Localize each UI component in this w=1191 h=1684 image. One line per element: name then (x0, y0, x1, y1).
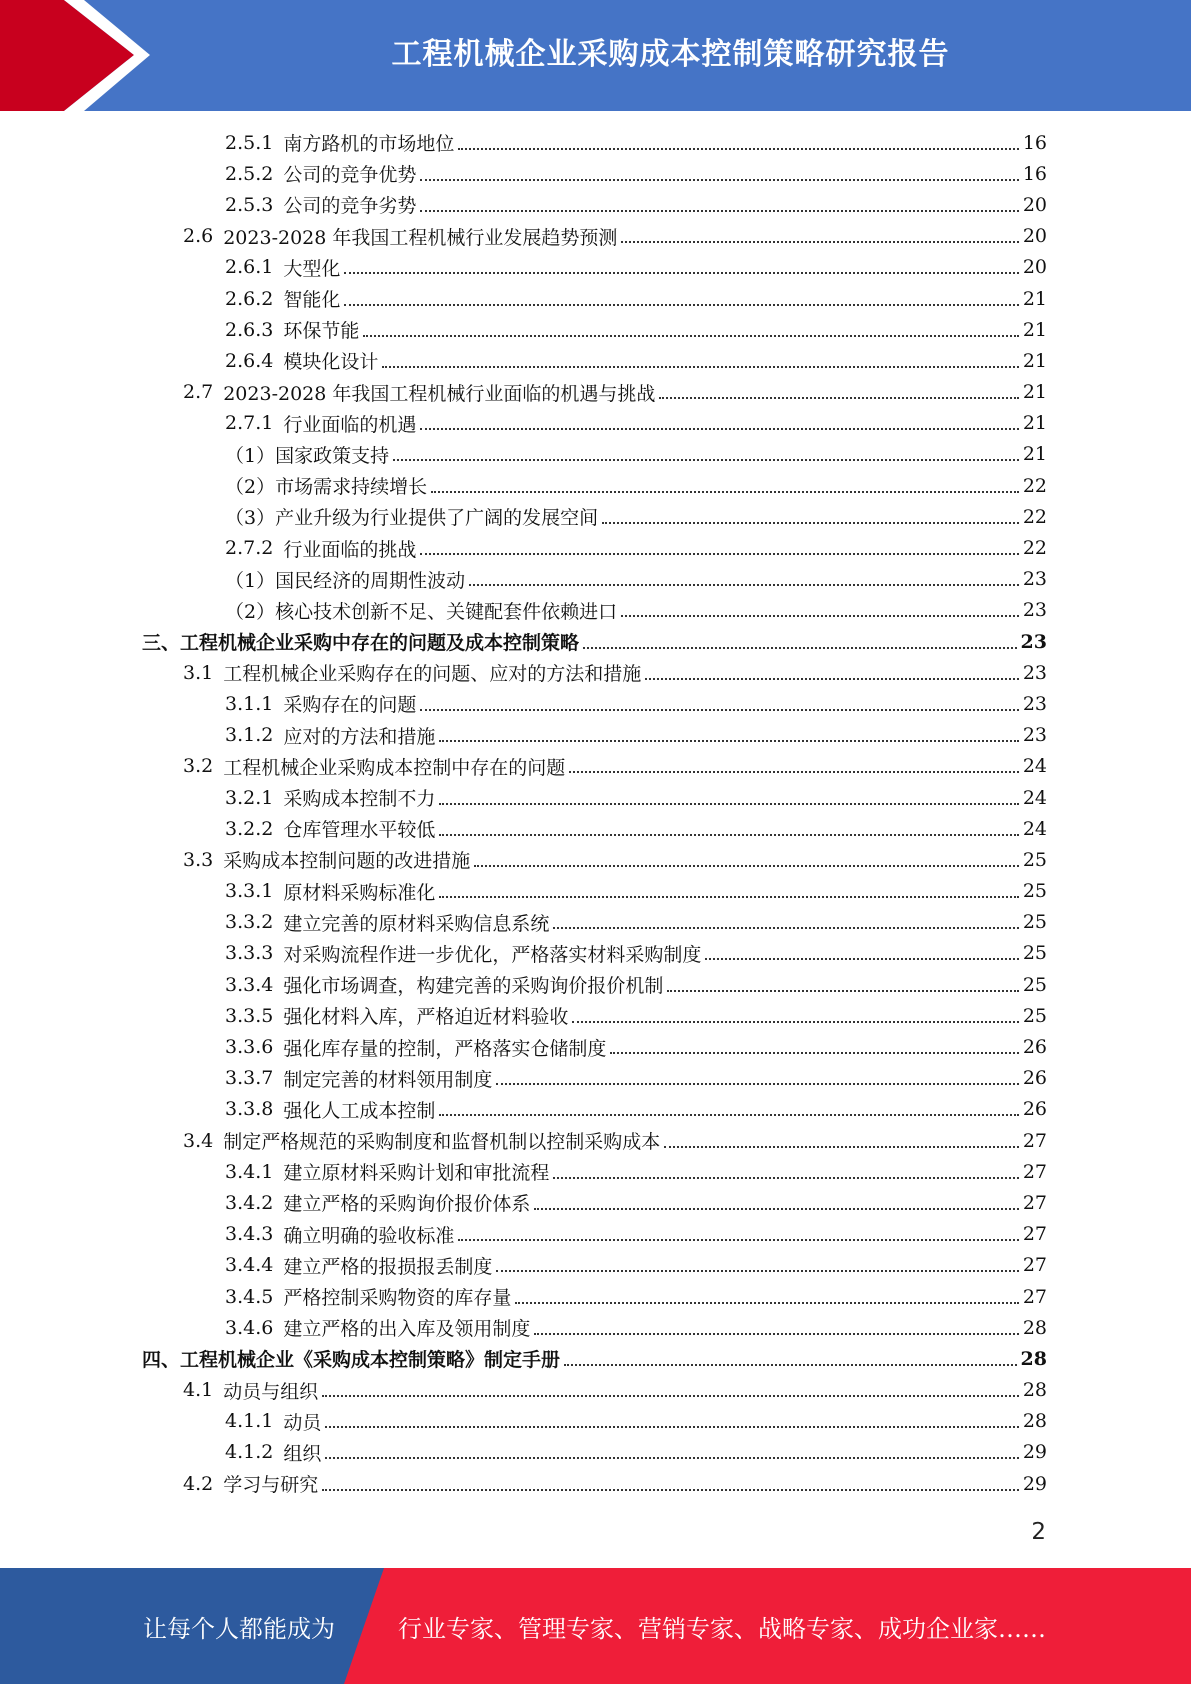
toc-entry-number: 2.7.2 (225, 537, 274, 560)
toc-entry-page: 20 (1022, 225, 1047, 248)
toc-entry-page: 29 (1022, 1472, 1047, 1495)
toc-dot-leader (534, 1208, 1018, 1210)
toc-entry[interactable] (0, 283, 1191, 314)
toc-entry-number: 3.3 (183, 848, 214, 871)
toc-entry-page: 23 (1022, 568, 1047, 591)
toc-entry-number: 3.1.2 (225, 724, 274, 747)
toc-entry-number: 3.3.3 (225, 942, 274, 965)
toc-entry-title: 强化材料入库，严格迫近材料验收 (283, 1006, 569, 1029)
toc-entry[interactable] (0, 907, 1191, 938)
toc-entry-number: 2.5.1 (225, 131, 274, 154)
toc-entry-title: 制定严格规范的采购制度和监督机制以控制采购成本 (223, 1131, 661, 1154)
toc-entry-title: 强化人工成本控制 (283, 1099, 436, 1122)
toc-dot-leader (621, 615, 1019, 617)
toc-dot-leader (322, 1489, 1019, 1491)
toc-entry-page: 21 (1022, 287, 1047, 310)
toc-entry[interactable] (0, 1406, 1191, 1437)
toc-entry[interactable] (0, 189, 1191, 220)
toc-entry-title: 建立原材料采购计划和审批流程 (283, 1162, 550, 1185)
toc-entry[interactable] (0, 751, 1191, 782)
toc-entry-title: 采购存在的问题 (283, 694, 417, 717)
toc-entry-title: 采购成本控制问题的改进措施 (223, 850, 471, 873)
toc-entry-title: 动员 (283, 1411, 322, 1434)
toc-entry-title: 公司的竞争优势 (283, 164, 417, 187)
toc-entry-number: 4.1.1 (225, 1410, 274, 1433)
toc-dot-leader (572, 1021, 1018, 1023)
toc-entry[interactable] (0, 595, 1191, 626)
toc-dot-leader (602, 522, 1019, 524)
toc-entry-title: 应对的方法和措施 (283, 725, 436, 748)
toc-dot-leader (553, 1177, 1018, 1179)
toc-entry-title: 模块化设计 (283, 351, 379, 374)
toc-entry-number: 3.3.6 (225, 1036, 274, 1059)
toc-entry[interactable] (0, 720, 1191, 751)
toc-dot-leader (344, 272, 1018, 274)
toc-entry[interactable] (0, 127, 1191, 158)
page-header (0, 0, 1191, 111)
toc-entry-page: 21 (1022, 349, 1047, 372)
toc-entry-number: 2.7 (183, 381, 214, 404)
document-title: 工程机械企业采购成本控制策略研究报告 (391, 37, 950, 72)
toc-entry-number: 2.6 (183, 225, 214, 248)
toc-entry-number: 4.2 (183, 1472, 214, 1495)
toc-dot-leader (344, 304, 1018, 306)
toc-dot-leader (439, 740, 1018, 742)
toc-entry-title: 2023-2028 年我国工程机械行业发展趋势预测 (223, 226, 618, 249)
toc-entry[interactable] (0, 1312, 1191, 1343)
toc-dot-leader (496, 1270, 1018, 1272)
toc-entry-page: 27 (1022, 1223, 1047, 1246)
toc-entry-number: （1） (225, 569, 276, 592)
toc-entry[interactable] (0, 876, 1191, 907)
toc-entry[interactable] (0, 439, 1191, 470)
toc-entry-number: 3.2.2 (225, 817, 274, 840)
toc-entry[interactable] (0, 688, 1191, 719)
toc-dot-leader (474, 865, 1019, 867)
toc-entry[interactable] (0, 1468, 1191, 1499)
toc-entry[interactable] (0, 1281, 1191, 1312)
toc-entry-title: 组织 (283, 1442, 322, 1465)
toc-entry[interactable] (0, 252, 1191, 283)
toc-entry-page: 26 (1022, 1098, 1047, 1121)
toc-entry-title: 建立完善的原材料采购信息系统 (283, 912, 550, 935)
header-chevron-decoration (0, 0, 160, 111)
toc-dot-leader (382, 366, 1018, 368)
toc-entry-title: 国家政策支持 (275, 444, 390, 467)
toc-dot-leader (439, 896, 1018, 898)
toc-entry-number: 三、 (142, 632, 181, 655)
toc-entry-page: 24 (1022, 786, 1047, 809)
toc-entry[interactable] (0, 345, 1191, 376)
toc-dot-leader (469, 584, 1019, 586)
toc-dot-leader (705, 958, 1018, 960)
toc-entry-number: 4.1.2 (225, 1441, 274, 1464)
toc-entry-title: 严格控制采购物资的库存量 (283, 1287, 512, 1310)
toc-entry-number: 四、 (142, 1349, 181, 1372)
toc-entry-page: 27 (1022, 1285, 1047, 1308)
toc-entry[interactable] (0, 501, 1191, 532)
toc-entry-title: 产业升级为行业提供了广阔的发展空间 (275, 507, 599, 530)
toc-entry-number: 3.2.1 (225, 786, 274, 809)
toc-entry-page: 26 (1022, 1067, 1047, 1090)
toc-entry-title: 工程机械企业采购成本控制中存在的问题 (223, 756, 566, 779)
toc-dot-leader (564, 1364, 1017, 1366)
toc-entry-number: 2.6.4 (225, 349, 274, 372)
toc-entry-page: 23 (1020, 630, 1047, 653)
toc-entry-page: 21 (1022, 412, 1047, 435)
toc-entry-page: 27 (1022, 1160, 1047, 1183)
toc-entry[interactable] (0, 1156, 1191, 1187)
toc-entry-title: 市场需求持续增长 (275, 476, 428, 499)
toc-entry-number: 3.3.8 (225, 1098, 274, 1121)
toc-dot-leader (515, 1302, 1018, 1304)
toc-entry-number: 2.6.3 (225, 318, 274, 341)
toc-entry-title: 仓库管理水平较低 (283, 819, 436, 842)
toc-entry[interactable] (0, 377, 1191, 408)
toc-entry[interactable] (0, 408, 1191, 439)
toc-entry[interactable] (0, 314, 1191, 345)
toc-entry-title: 采购成本控制不力 (283, 788, 436, 811)
toc-entry-page: 23 (1022, 724, 1047, 747)
toc-entry[interactable] (0, 938, 1191, 969)
toc-entry-title: 动员与组织 (223, 1380, 319, 1403)
toc-entry-title: 对采购流程作进一步优化，严格落实材料采购制度 (283, 943, 702, 966)
toc-entry-page: 25 (1022, 942, 1047, 965)
toc-entry-number: 3.3.7 (225, 1067, 274, 1090)
toc-entry-page: 22 (1022, 505, 1047, 528)
toc-entry[interactable] (0, 1375, 1191, 1406)
toc-entry[interactable] (0, 844, 1191, 875)
toc-entry-number: 3.3.4 (225, 973, 274, 996)
toc-entry-page: 27 (1022, 1191, 1047, 1214)
toc-entry-number: （3） (225, 507, 276, 530)
toc-entry-number: 3.3.1 (225, 880, 274, 903)
toc-entry[interactable] (0, 1219, 1191, 1250)
toc-dot-leader (534, 1333, 1018, 1335)
toc-entry[interactable] (0, 1125, 1191, 1156)
toc-entry[interactable] (0, 1437, 1191, 1468)
toc-dot-leader (458, 1239, 1018, 1241)
footer-slogan-right: 行业专家、管理专家、营销专家、战略专家、成功企业家…… (398, 1614, 1046, 1643)
toc-dot-leader (553, 927, 1018, 929)
toc-dot-leader (569, 771, 1019, 773)
toc-entry-page: 20 (1022, 256, 1047, 279)
toc-entry-page: 25 (1022, 973, 1047, 996)
toc-entry-number: 3.1 (183, 661, 214, 684)
toc-entry-title: 工程机械企业采购中存在的问题及成本控制策略 (180, 632, 580, 655)
toc-entry-number: 3.4.3 (225, 1223, 274, 1246)
toc-entry-number: （1） (225, 444, 276, 467)
toc-entry-number: 2.5.2 (225, 162, 274, 185)
toc-entry-page: 27 (1022, 1129, 1047, 1152)
toc-entry-page: 25 (1022, 848, 1047, 871)
toc-dot-leader (458, 148, 1018, 150)
toc-entry[interactable] (0, 1343, 1191, 1374)
toc-dot-leader (420, 210, 1018, 212)
toc-entry[interactable] (0, 221, 1191, 252)
toc-dot-leader (363, 335, 1018, 337)
toc-entry[interactable] (0, 1063, 1191, 1094)
toc-entry-title: 制定完善的材料领用制度 (283, 1068, 493, 1091)
toc-dot-leader (420, 428, 1018, 430)
toc-entry-page: 28 (1022, 1379, 1047, 1402)
toc-entry[interactable] (0, 657, 1191, 688)
toc-entry-number: 3.4.6 (225, 1316, 274, 1339)
toc-entry-title: 强化库存量的控制，严格落实仓储制度 (283, 1037, 607, 1060)
toc-entry[interactable] (0, 813, 1191, 844)
toc-entry-title: 建立严格的出入库及领用制度 (283, 1318, 531, 1341)
toc-entry-page: 25 (1022, 1004, 1047, 1027)
toc-dot-leader (621, 241, 1018, 243)
toc-entry-number: 3.4.5 (225, 1285, 274, 1308)
toc-entry-number: 2.7.1 (225, 412, 274, 435)
toc-entry-title: 核心技术创新不足、关键配套件依赖进口 (275, 600, 618, 623)
toc-dot-leader (667, 990, 1018, 992)
toc-entry-number: 2.6.2 (225, 287, 274, 310)
table-of-contents (0, 127, 1191, 1499)
toc-dot-leader (659, 397, 1018, 399)
toc-entry[interactable] (0, 564, 1191, 595)
toc-dot-leader (325, 1457, 1018, 1459)
toc-entry-title: 行业面临的机遇 (283, 413, 417, 436)
toc-dot-leader (325, 1426, 1018, 1428)
toc-entry[interactable] (0, 470, 1191, 501)
toc-entry-title: 工程机械企业采购存在的问题、应对的方法和措施 (223, 663, 642, 686)
toc-entry-number: 3.4.2 (225, 1191, 274, 1214)
toc-entry[interactable] (0, 782, 1191, 813)
toc-entry-page: 16 (1022, 131, 1047, 154)
toc-entry-page: 21 (1022, 443, 1047, 466)
toc-entry-page: 26 (1022, 1036, 1047, 1059)
toc-entry-title: 建立严格的报损报丢制度 (283, 1255, 493, 1278)
toc-entry-title: 确立明确的验收标准 (283, 1224, 455, 1247)
toc-entry-number: （2） (225, 600, 276, 623)
toc-entry-title: 行业面临的挑战 (283, 538, 417, 561)
toc-entry-page: 22 (1022, 474, 1047, 497)
toc-dot-leader (393, 459, 1019, 461)
toc-entry-page: 23 (1022, 692, 1047, 715)
toc-entry[interactable] (0, 1000, 1191, 1031)
toc-entry-number: 2.6.1 (225, 256, 274, 279)
toc-entry-page: 28 (1020, 1347, 1047, 1370)
toc-dot-leader (583, 647, 1017, 649)
toc-entry[interactable] (0, 1187, 1191, 1218)
toc-dot-leader (664, 1146, 1019, 1148)
toc-entry-title: 大型化 (283, 257, 341, 280)
toc-entry-number: 2.5.3 (225, 193, 274, 216)
toc-entry-title: 环保节能 (283, 320, 360, 343)
toc-entry-page: 21 (1022, 318, 1047, 341)
toc-entry[interactable] (0, 1031, 1191, 1062)
toc-entry-number: 3.4.1 (225, 1160, 274, 1183)
toc-dot-leader (431, 491, 1019, 493)
toc-dot-leader (439, 803, 1018, 805)
toc-entry-title: 学习与研究 (223, 1474, 319, 1497)
toc-entry[interactable] (0, 158, 1191, 189)
toc-entry-number: 3.3.5 (225, 1004, 274, 1027)
toc-entry-title: 南方路机的市场地位 (283, 133, 455, 156)
toc-entry-page: 20 (1022, 193, 1047, 216)
toc-dot-leader (645, 678, 1019, 680)
toc-entry[interactable] (0, 626, 1191, 657)
toc-dot-leader (610, 1052, 1018, 1054)
toc-dot-leader (322, 1395, 1019, 1397)
toc-dot-leader (439, 834, 1018, 836)
toc-entry-number: 3.4.4 (225, 1254, 274, 1277)
toc-entry[interactable] (0, 532, 1191, 563)
toc-entry-number: 3.4 (183, 1129, 214, 1152)
toc-entry[interactable] (0, 1094, 1191, 1125)
toc-entry[interactable] (0, 969, 1191, 1000)
toc-entry-title: 建立严格的采购询价报价体系 (283, 1193, 531, 1216)
toc-entry-number: 3.3.2 (225, 911, 274, 934)
toc-dot-leader (420, 553, 1018, 555)
toc-dot-leader (496, 1083, 1018, 1085)
toc-dot-leader (420, 709, 1018, 711)
toc-entry-title: 强化市场调查，构建完善的采购询价报价机制 (283, 975, 664, 998)
toc-dot-leader (439, 1114, 1018, 1116)
toc-entry-title: 国民经济的周期性波动 (275, 569, 466, 592)
footer-slogan-left: 让每个人都能成为 (143, 1614, 335, 1643)
toc-entry-number: 3.1.1 (225, 692, 274, 715)
toc-entry-number: 3.2 (183, 755, 214, 778)
toc-entry-title: 智能化 (283, 289, 341, 312)
toc-dot-leader (420, 179, 1018, 181)
toc-entry-page: 28 (1022, 1316, 1047, 1339)
toc-entry-page: 29 (1022, 1441, 1047, 1464)
toc-entry-page: 23 (1022, 661, 1047, 684)
toc-entry-title: 工程机械企业《采购成本控制策略》制定手册 (180, 1349, 561, 1372)
page-number: 2 (1031, 1519, 1046, 1545)
toc-entry-page: 16 (1022, 162, 1047, 185)
toc-entry-page: 25 (1022, 880, 1047, 903)
toc-entry-number: （2） (225, 476, 276, 499)
toc-entry-page: 22 (1022, 537, 1047, 560)
toc-entry-title: 原材料采购标准化 (283, 881, 436, 904)
toc-entry-page: 28 (1022, 1410, 1047, 1433)
toc-entry-page: 21 (1022, 381, 1047, 404)
toc-entry-page: 27 (1022, 1254, 1047, 1277)
toc-entry-title: 2023-2028 年我国工程机械行业面临的机遇与挑战 (223, 382, 656, 405)
page-footer (0, 1568, 1191, 1684)
toc-entry-page: 25 (1022, 911, 1047, 934)
toc-entry[interactable] (0, 1250, 1191, 1281)
toc-entry-number: 4.1 (183, 1379, 214, 1402)
toc-entry-title: 公司的竞争劣势 (283, 195, 417, 218)
toc-entry-page: 23 (1022, 599, 1047, 622)
toc-entry-page: 24 (1022, 817, 1047, 840)
toc-entry-page: 24 (1022, 755, 1047, 778)
